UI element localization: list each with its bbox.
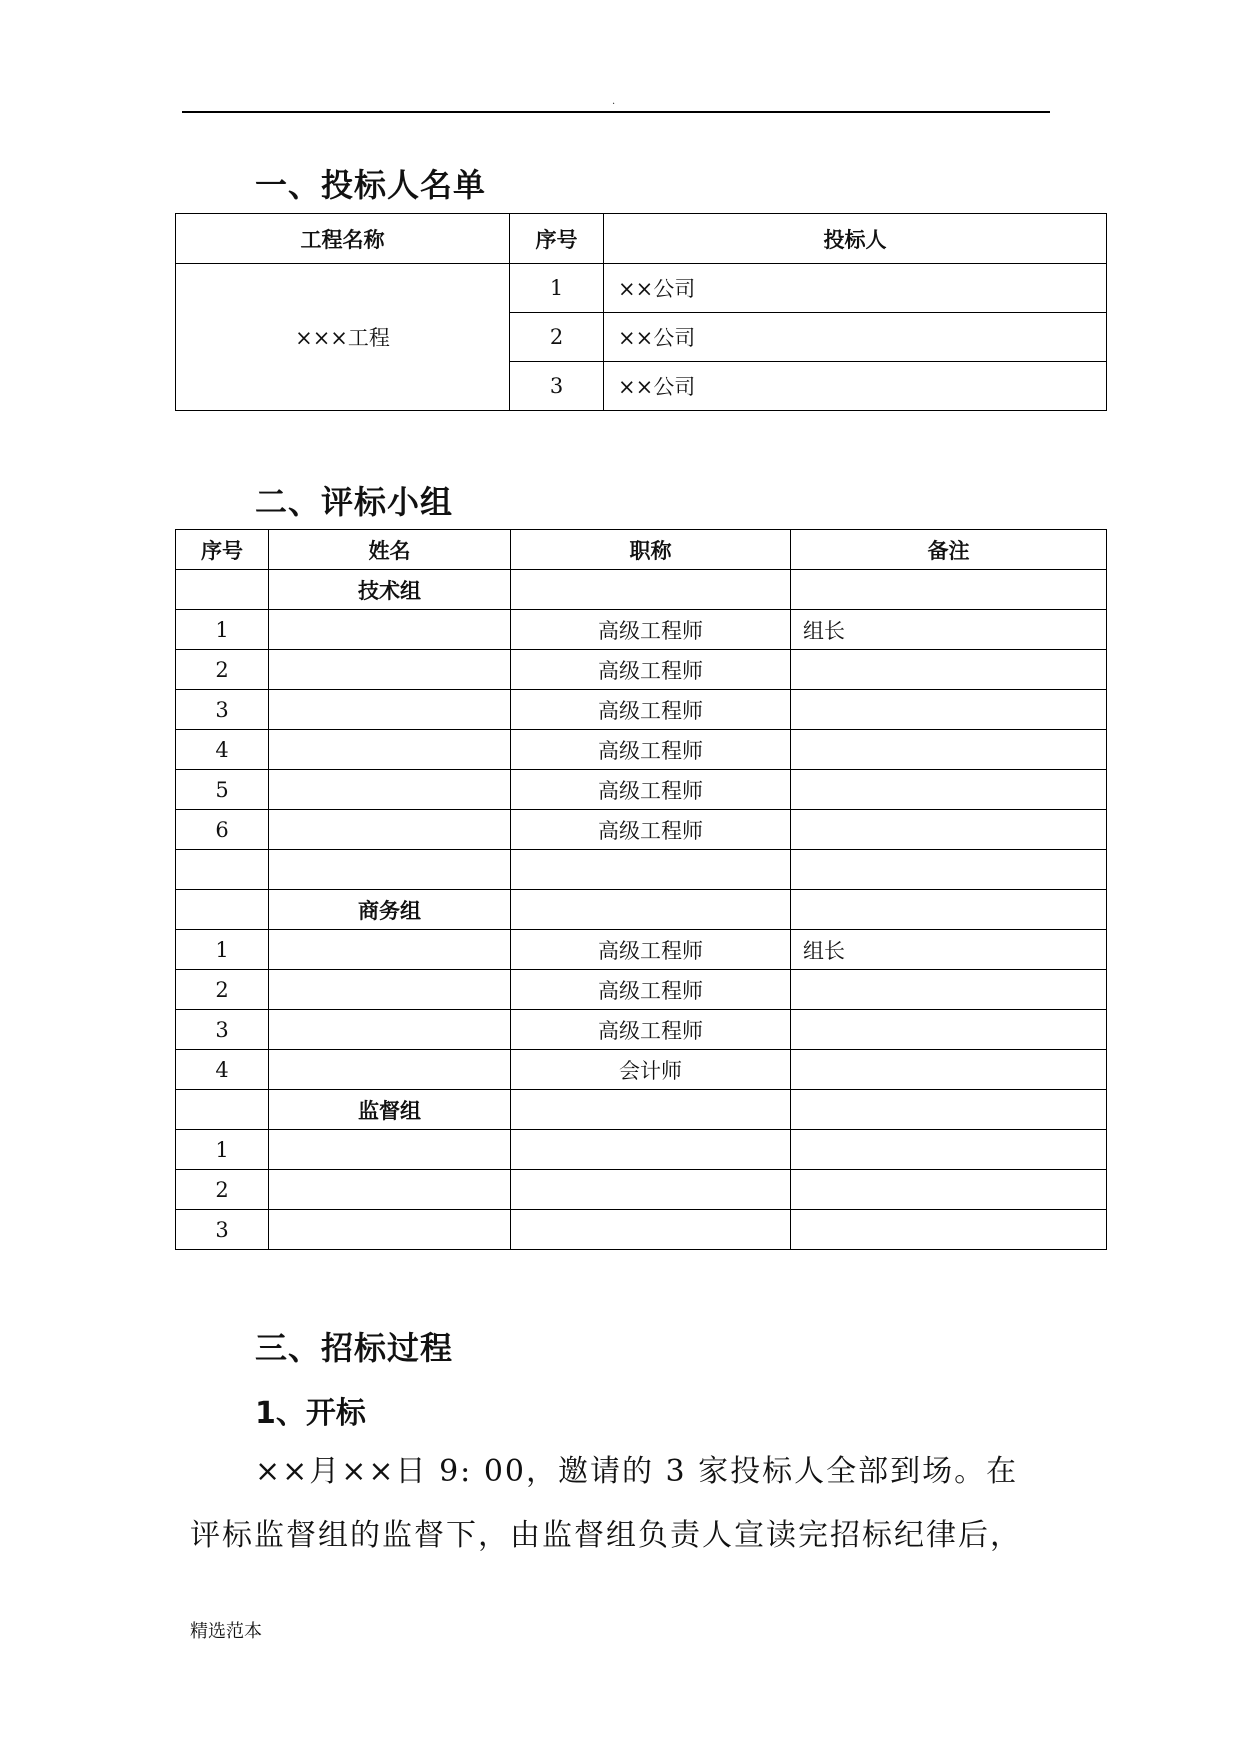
header-bidder: 投标人: [604, 214, 1107, 264]
header-mark: .: [612, 96, 616, 107]
group-header-row: [176, 890, 1107, 930]
header-name: 姓名: [269, 530, 511, 570]
member-name: [269, 1050, 511, 1090]
member-remark: [791, 810, 1107, 850]
group-label: 监督组: [269, 1090, 511, 1130]
member-title: 高级工程师: [511, 770, 791, 810]
section1-title: 一、投标人名单: [255, 166, 487, 204]
bidder-no: 1: [510, 264, 604, 313]
member-no: 3: [176, 1210, 269, 1250]
member-no: 3: [176, 1010, 269, 1050]
member-remark: [791, 1010, 1107, 1050]
bidder-name: ××公司: [604, 264, 1107, 313]
header-project-name: 工程名称: [176, 214, 510, 264]
member-remark: [791, 650, 1107, 690]
member-remark: [791, 730, 1107, 770]
empty-cell: [176, 890, 269, 930]
member-name: [269, 730, 511, 770]
empty-cell: [791, 850, 1107, 890]
bidder-name: ××公司: [604, 313, 1107, 362]
member-name: [269, 690, 511, 730]
bidder-name: ××公司: [604, 362, 1107, 411]
group-label: 商务组: [269, 890, 511, 930]
subsection-opening-title: 1、开标: [255, 1396, 366, 1431]
header-remark: 备注: [791, 530, 1107, 570]
table-row: [176, 610, 1107, 650]
member-title: 高级工程师: [511, 650, 791, 690]
member-title: 高级工程师: [511, 1010, 791, 1050]
table-row: [176, 690, 1107, 730]
table-row: [176, 1210, 1107, 1250]
table-row: [176, 1170, 1107, 1210]
member-no: 6: [176, 810, 269, 850]
member-remark: [791, 1130, 1107, 1170]
member-name: [269, 770, 511, 810]
member-name: [269, 1170, 511, 1210]
empty-cell: [511, 1090, 791, 1130]
paragraph-line: 评标监督组的监督下，由监督组负责人宣读完招标纪律后，: [190, 1518, 1022, 1553]
member-name: [269, 1130, 511, 1170]
member-no: 4: [176, 1050, 269, 1090]
member-remark: 组长: [791, 610, 1107, 650]
member-name: [269, 610, 511, 650]
member-remark: [791, 1050, 1107, 1090]
member-title: 会计师: [511, 1050, 791, 1090]
table-row: [176, 650, 1107, 690]
table-row: [176, 730, 1107, 770]
member-no: 1: [176, 930, 269, 970]
table-row: [176, 1130, 1107, 1170]
member-title: 高级工程师: [511, 810, 791, 850]
table-row: [176, 1010, 1107, 1050]
empty-cell: [176, 570, 269, 610]
empty-cell: [176, 850, 269, 890]
header-no: 序号: [510, 214, 604, 264]
empty-cell: [511, 850, 791, 890]
paragraph-line: ××月××日 9: 00，邀请的 3 家投标人全部到场。在: [255, 1454, 1019, 1489]
header-title: 职称: [511, 530, 791, 570]
table-row: [176, 930, 1107, 970]
member-no: 2: [176, 1170, 269, 1210]
group-header-row: [176, 570, 1107, 610]
blank-row: [176, 850, 1107, 890]
panel-table: [175, 529, 1107, 1250]
member-title: 高级工程师: [511, 610, 791, 650]
member-name: [269, 1010, 511, 1050]
member-no: 2: [176, 650, 269, 690]
member-name: [269, 650, 511, 690]
header-rule: [182, 111, 1050, 113]
table-row: [176, 264, 1107, 313]
member-remark: [791, 970, 1107, 1010]
member-title: 高级工程师: [511, 690, 791, 730]
panel-table-body: [176, 570, 1107, 1250]
section2-title: 二、评标小组: [255, 483, 454, 521]
group-label: 技术组: [269, 570, 511, 610]
empty-cell: [791, 890, 1107, 930]
bidder-table-header: [176, 214, 1107, 264]
table-row: [176, 770, 1107, 810]
table-row: [176, 810, 1107, 850]
empty-cell: [511, 890, 791, 930]
member-name: [269, 810, 511, 850]
member-name: [269, 970, 511, 1010]
member-no: 5: [176, 770, 269, 810]
member-remark: 组长: [791, 930, 1107, 970]
project-name-cell: ×××工程: [176, 264, 510, 411]
member-name: [269, 930, 511, 970]
empty-cell: [791, 1090, 1107, 1130]
member-no: 3: [176, 690, 269, 730]
bidder-no: 3: [510, 362, 604, 411]
panel-table-header: [176, 530, 1107, 570]
member-remark: [791, 1210, 1107, 1250]
table-row: [176, 970, 1107, 1010]
bidder-table: [175, 213, 1107, 411]
member-title: 高级工程师: [511, 730, 791, 770]
member-title: 高级工程师: [511, 970, 791, 1010]
member-remark: [791, 770, 1107, 810]
member-no: 2: [176, 970, 269, 1010]
empty-cell: [176, 1090, 269, 1130]
empty-cell: [269, 850, 511, 890]
member-title: [511, 1130, 791, 1170]
member-no: 1: [176, 610, 269, 650]
section3-title: 三、招标过程: [255, 1329, 454, 1367]
table-row: [176, 1050, 1107, 1090]
empty-cell: [791, 570, 1107, 610]
member-remark: [791, 1170, 1107, 1210]
member-title: [511, 1210, 791, 1250]
member-remark: [791, 690, 1107, 730]
member-name: [269, 1210, 511, 1250]
member-title: [511, 1170, 791, 1210]
header-no: 序号: [176, 530, 269, 570]
member-no: 4: [176, 730, 269, 770]
member-no: 1: [176, 1130, 269, 1170]
group-header-row: [176, 1090, 1107, 1130]
footer-text: 精选范本: [190, 1621, 262, 1642]
member-title: 高级工程师: [511, 930, 791, 970]
bidder-no: 2: [510, 313, 604, 362]
empty-cell: [511, 570, 791, 610]
